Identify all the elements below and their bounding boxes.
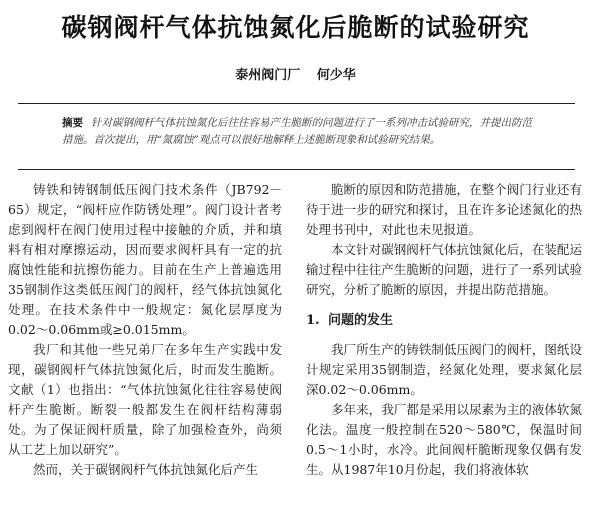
abstract-bottom-rule	[18, 169, 575, 170]
body-paragraph: 脆断的原因和防范措施，在整个阀门行业还有待于进一步的研究和探讨，且在许多论述氮化的热处理书刊中，对此也未见报道。	[306, 182, 582, 237]
abstract-top-rule	[18, 103, 575, 104]
author-affiliation: 泰州阀门厂	[235, 68, 301, 83]
abstract-text: 针对碳钢阀杆气体抗蚀氮化后往往容易产生脆断的问题进行了一系列冲击试验研究，并提出防范措施。首次提出，用“氮腐蚀”观点可以很好地解释上述脆断现象和试验研究结果。	[62, 117, 532, 146]
right-column	[306, 180, 582, 480]
left-column	[8, 180, 282, 480]
abstract-label: 摘要	[62, 117, 83, 129]
author-line	[0, 64, 591, 83]
section-number: 1.	[306, 313, 320, 328]
body-paragraph: 我厂和其他一些兄弟厂在多年生产实践中发现，碳钢阀杆气体抗蚀氮化后，时而发生脆断。文献（1）也指出：“气体抗蚀氮化往往容易使阀杆产生脆断。断裂一般都发生在阀杆结构薄弱处。为了保证阀杆质量，除了加强检查外，尚须从工艺上加以研究”。	[8, 342, 282, 457]
body-paragraph: 本文针对碳钢阀杆气体抗蚀氮化后，在装配运输过程中往往产生脆断的问题，进行了一系列试验研究，分析了脆断的原因，并提出防范措施。	[306, 242, 582, 297]
paper-title: 碳钢阀杆气体抗蚀氮化后脆断的试验研究	[61, 13, 530, 42]
abstract	[62, 115, 532, 149]
body-paragraph: 我厂所生产的铸铁制低压阀门的阀杆，图纸设计规定采用35钢制造，经氮化处理，要求氮化层深0.02～0.06mm。	[306, 342, 582, 397]
body-paragraph: 然而，关于碳钢阀杆气体抗蚀氮化后产生	[33, 462, 259, 477]
section-heading	[306, 311, 582, 331]
author-name: 何少华	[316, 68, 356, 83]
abstract-box	[18, 103, 575, 171]
section-title: 问题的发生	[328, 313, 394, 328]
body-paragraph: 铸铁和铸钢制低压阀门技术条件（JB792－65）规定，“阀杆应作防锈处理”。阀门设计者考虑到阀杆在阀门使用过程中接触的介质，并和填料有相对摩擦运动，因而要求阀杆具有一定的抗腐蚀性能和抗擦伤能力。目前在生产上普遍选用35钢制作这类低压阀门的阀杆，经气体抗蚀氮化处理。在技术条件中一般规定：氮化层厚度为0.02～0.06mm或≥0.015mm。	[8, 182, 282, 337]
body-paragraph: 多年来，我厂都是采用以尿素为主的液体软氮化法。温度一般控制在520～580℃，保温时间0.5～1小时，水冷。此间阀杆脆断现象仅偶有发生。从1987年10月份起，我们将液体软	[306, 402, 582, 477]
